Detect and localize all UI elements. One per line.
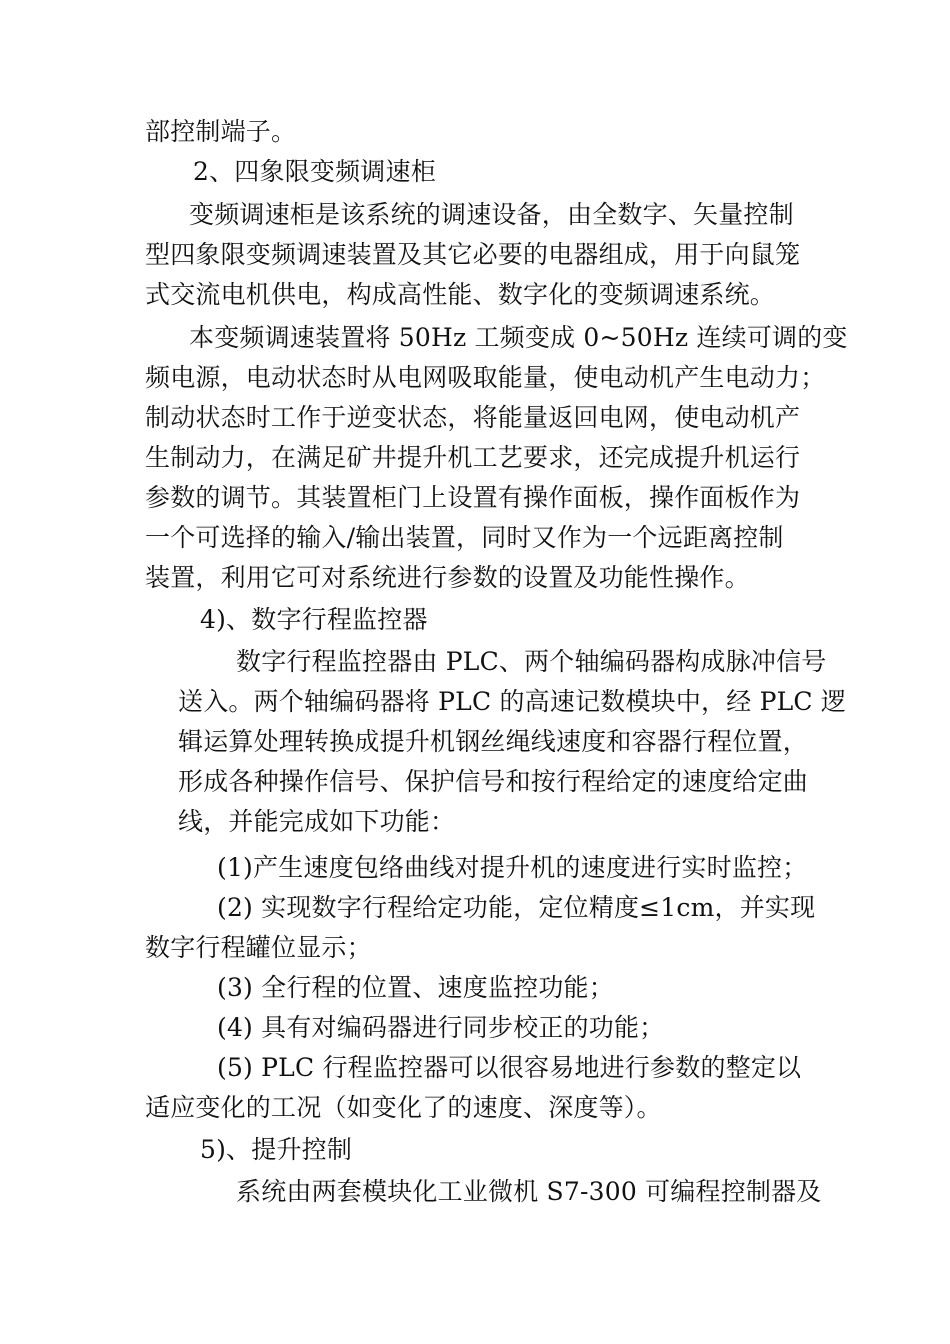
text-line: 一个可选择的输入/输出装置，同时又作为一个远距离控制: [145, 523, 784, 552]
text-line: 式交流电机供电，构成高性能、数字化的变频调速系统。: [145, 280, 776, 309]
section-heading: 2、四象限变频调速柜: [193, 157, 436, 186]
section-heading: 5)、提升控制: [200, 1135, 353, 1164]
text-line: (3) 全行程的位置、速度监控功能；: [217, 973, 614, 1002]
text-line: 形成各种操作信号、保护信号和按行程给定的速度给定曲: [178, 767, 809, 796]
text-line: 型四象限变频调速装置及其它必要的电器组成，用于向鼠笼: [145, 240, 801, 269]
text-line: 装置，利用它可对系统进行参数的设置及功能性操作。: [145, 563, 750, 592]
text-line: 生制动力，在满足矿井提升机工艺要求，还完成提升机运行: [145, 443, 801, 472]
text-line: 制动状态时工作于逆变状态，将能量返回电网，使电动机产: [145, 403, 801, 432]
text-line: 线，并能完成如下功能：: [178, 807, 456, 836]
text-line: 数字行程监控器由 PLC、两个轴编码器构成脉冲信号: [236, 647, 827, 676]
text-line: 辑运算处理转换成提升机钢丝绳线速度和容器行程位置，: [178, 727, 809, 756]
text-line: 部控制端子。: [145, 117, 297, 146]
text-line: 送入。两个轴编码器将 PLC 的高速记数模块中，经 PLC 逻: [178, 687, 847, 716]
text-line: (4) 具有对编码器进行同步校正的功能；: [217, 1013, 665, 1042]
text-line: (1)产生速度包络曲线对提升机的速度进行实时监控；: [217, 853, 808, 882]
text-line: 数字行程罐位显示；: [145, 933, 372, 962]
text-line: 本变频调速装置将 50Hz 工频变成 0~50Hz 连续可调的变: [189, 323, 848, 352]
text-line: (5) PLC 行程监控器可以很容易地进行参数的整定以: [217, 1053, 802, 1082]
text-line: 变频调速柜是该系统的调速设备，由全数字、矢量控制: [189, 200, 794, 229]
text-line: 频电源，电动状态时从电网吸取能量，使电动机产生电动力；: [145, 363, 826, 392]
text-line: 参数的调节。其装置柜门上设置有操作面板，操作面板作为: [145, 483, 801, 512]
text-line: 系统由两套模块化工业微机 S7-300 可编程控制器及: [236, 1177, 822, 1206]
section-heading: 4)、数字行程监控器: [200, 605, 428, 634]
text-line: 适应变化的工况（如变化了的速度、深度等）。: [145, 1093, 662, 1122]
text-line: (2) 实现数字行程给定功能，定位精度≤1cm，并实现: [217, 893, 816, 922]
